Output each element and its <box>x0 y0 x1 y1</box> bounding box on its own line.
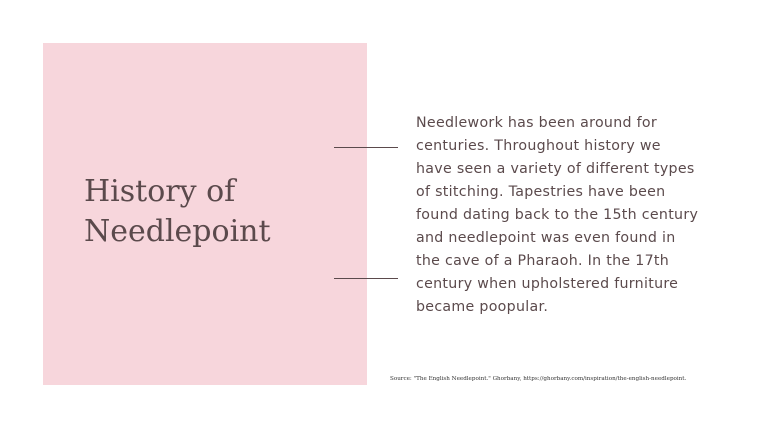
body-line: Needlework has been around for <box>416 115 658 131</box>
body-line: centuries. Throughout history we <box>416 138 661 154</box>
slide-title-line: Needlepoint <box>84 214 271 249</box>
body-line: became poopular. <box>416 299 549 315</box>
slide-title <box>84 172 354 252</box>
body-line: have seen a variety of different types <box>416 161 695 177</box>
body-line: found dating back to the 15th century <box>416 207 699 223</box>
slide-title-line: History of <box>84 174 236 209</box>
body-line: and needlepoint was even found in <box>416 230 676 246</box>
source-citation: Source: "The English Needlepoint." Ghorbany, https://ghorbany.com/inspiration/the-english-needlepoint. <box>390 376 687 382</box>
body-paragraph <box>416 112 734 319</box>
body-line: of stitching. Tapestries have been <box>416 184 666 200</box>
connector-line-bottom <box>334 278 398 279</box>
body-line: century when upholstered furniture <box>416 276 679 292</box>
body-line: the cave of a Pharaoh. In the 17th <box>416 253 670 269</box>
connector-line-top <box>334 147 398 148</box>
